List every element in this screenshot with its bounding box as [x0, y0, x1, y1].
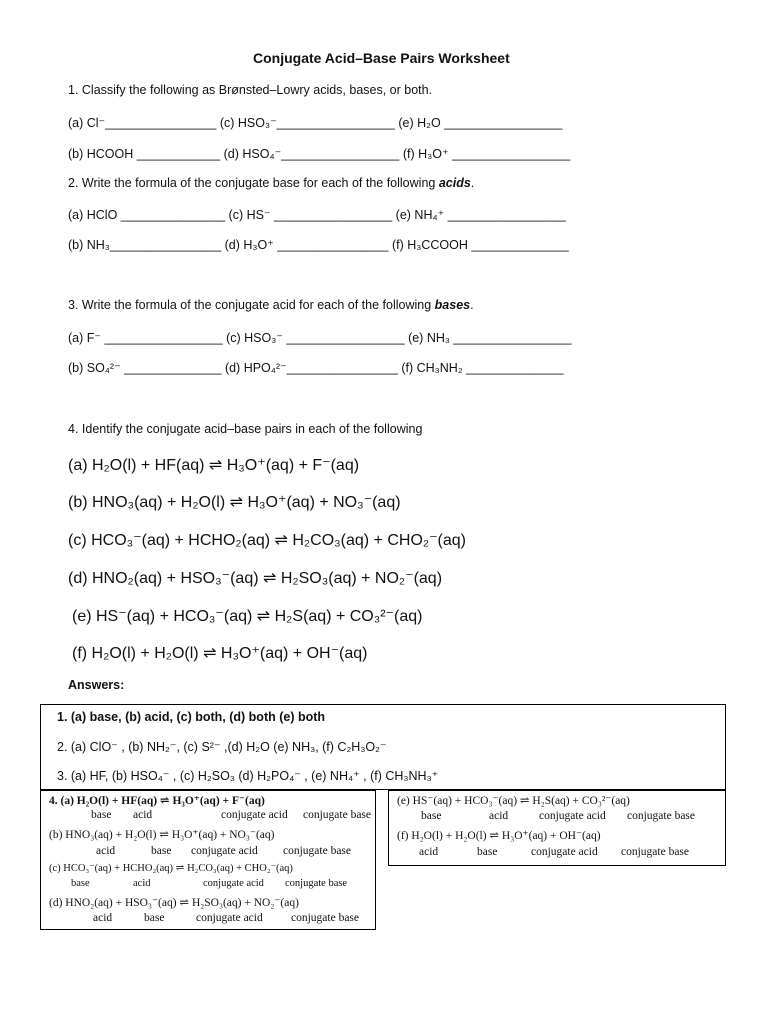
answer-4a-label-1: base: [91, 809, 112, 821]
answer-4d-label-4: conjugate base: [291, 912, 360, 924]
answer-4f-label-3: conjugate acid: [531, 846, 598, 858]
answer-4b-label-3: conjugate acid: [191, 845, 258, 857]
equation-d: (d) HNO₂(aq) + HSO₃⁻(aq) ⇌ H₂SO₃(aq) + NO₂⁻(aq): [68, 570, 443, 587]
answer-4a-label-2: acid: [133, 809, 153, 821]
answers-box: [40, 704, 726, 790]
answer-4b-label-1: acid: [96, 845, 116, 857]
answer-4c-label-2: acid: [133, 878, 151, 889]
equation-a: (a) H₂O(l) + HF(aq) ⇌ H₃O⁺(aq) + F⁻(aq): [68, 457, 360, 474]
answer-4b-label-2: base: [151, 845, 172, 857]
question-3-prompt: 3. Write the formula of the conjugate acid for each of the following bases.: [68, 298, 474, 312]
answer-4e-label-2: acid: [489, 810, 509, 822]
answer-4d-label-2: base: [144, 912, 165, 924]
answer-4a-label-4: conjugate base: [303, 809, 372, 821]
answer-4e-label-4: conjugate base: [627, 810, 696, 822]
answers-4-left-box: [40, 790, 376, 930]
equation-e: (e) HS⁻(aq) + HCO₃⁻(aq) ⇌ H₂S(aq) + CO₃²⁻(aq): [72, 608, 423, 625]
page-title: Conjugate Acid–Base Pairs Worksheet: [253, 50, 510, 66]
question-2-row-1: (a) HClO _______________ (c) HS⁻ _________________ (e) NH₄⁺ _________________: [68, 208, 566, 222]
answers-label: Answers:: [68, 678, 125, 692]
answer-4d-label-3: conjugate acid: [196, 912, 263, 924]
answers-4-right-box: [388, 790, 726, 866]
question-3-row-2: (b) SO₄²⁻ ______________ (d) HPO₄²⁻________________ (f) CH₃NH₂ ______________: [68, 361, 564, 375]
answer-4c-label-3: conjugate acid: [203, 878, 264, 889]
question-1-prompt: 1. Classify the following as Brønsted–Lowry acids, bases, or both.: [68, 83, 433, 97]
answer-4a-label-3: conjugate acid: [221, 809, 288, 821]
answer-4d-equation: (d) HNO₂(aq) + HSO₃⁻(aq) ⇌ H₂SO₃(aq) + NO₂⁻(aq): [49, 897, 299, 909]
question-1-row-1: (a) Cl⁻________________ (c) HSO₃⁻_________________ (e) H₂O _________________: [68, 116, 563, 130]
answer-4e-equation: (e) HS⁻(aq) + HCO₃⁻(aq) ⇌ H₂S(aq) + CO₃²⁻(aq): [397, 795, 630, 807]
answer-4c-label-1: base: [71, 878, 90, 889]
question-1-row-2: (b) HCOOH ____________ (d) HSO₄⁻_________________ (f) H₃O⁺ _________________: [68, 147, 571, 161]
question-4-prompt: 4. Identify the conjugate acid–base pairs in each of the following: [68, 422, 423, 436]
answer-4f-label-4: conjugate base: [621, 846, 690, 858]
answer-4e-label-1: base: [421, 810, 442, 822]
answer-4d-label-1: acid: [93, 912, 113, 924]
question-3-row-1: (a) F⁻ _________________ (c) HSO₃⁻ _________________ (e) NH₃ _________________: [68, 331, 572, 345]
question-2-prompt: 2. Write the formula of the conjugate base for each of the following acids.: [68, 176, 475, 190]
equation-c: (c) HCO₃⁻(aq) + HCHO₂(aq) ⇌ H₂CO₃(aq) + CHO₂⁻(aq): [68, 532, 467, 549]
answer-4c-equation: (c) HCO₃⁻(aq) + HCHO₂(aq) ⇌ H₂CO₃(aq) + CHO₂⁻(aq): [49, 863, 293, 874]
answer-4a-equation: 4. (a) H₂O(l) + HF(aq) ⇌ H₃O⁺(aq) + F⁻(aq): [49, 795, 265, 807]
answer-2: 2. (a) ClO⁻ , (b) NH₂⁻, (c) S²⁻ ,(d) H₂O (e) NH₃, (f) C₂H₃O₂⁻: [57, 740, 387, 754]
equation-b: (b) HNO₃(aq) + H₂O(l) ⇌ H₃O⁺(aq) + NO₃⁻(aq): [68, 494, 401, 511]
answer-3: 3. (a) HF, (b) HSO₄⁻ , (c) H₂SO₃ (d) H₂PO₄⁻ , (e) NH₄⁺ , (f) CH₃NH₃⁺: [57, 769, 439, 783]
answer-4b-label-4: conjugate base: [283, 845, 352, 857]
answer-1: 1. (a) base, (b) acid, (c) both, (d) both (e) both: [57, 710, 326, 724]
answer-4c-label-4: conjugate base: [285, 878, 348, 889]
equation-f: (f) H₂O(l) + H₂O(l) ⇌ H₃O⁺(aq) + OH⁻(aq): [72, 645, 368, 662]
answer-4e-label-3: conjugate acid: [539, 810, 606, 822]
answer-4f-equation: (f) H₂O(l) + H₂O(l) ⇌ H₃O⁺(aq) + OH⁻(aq): [397, 830, 601, 842]
answer-4b-equation: (b) HNO₃(aq) + H₂O(l) ⇌ H₃O⁺(aq) + NO₃⁻(aq): [49, 829, 275, 841]
question-2-row-2: (b) NH₃________________ (d) H₃O⁺ ________________ (f) H₃CCOOH ______________: [68, 238, 569, 252]
answer-4f-label-1: acid: [419, 846, 439, 858]
answer-4f-label-2: base: [477, 846, 498, 858]
